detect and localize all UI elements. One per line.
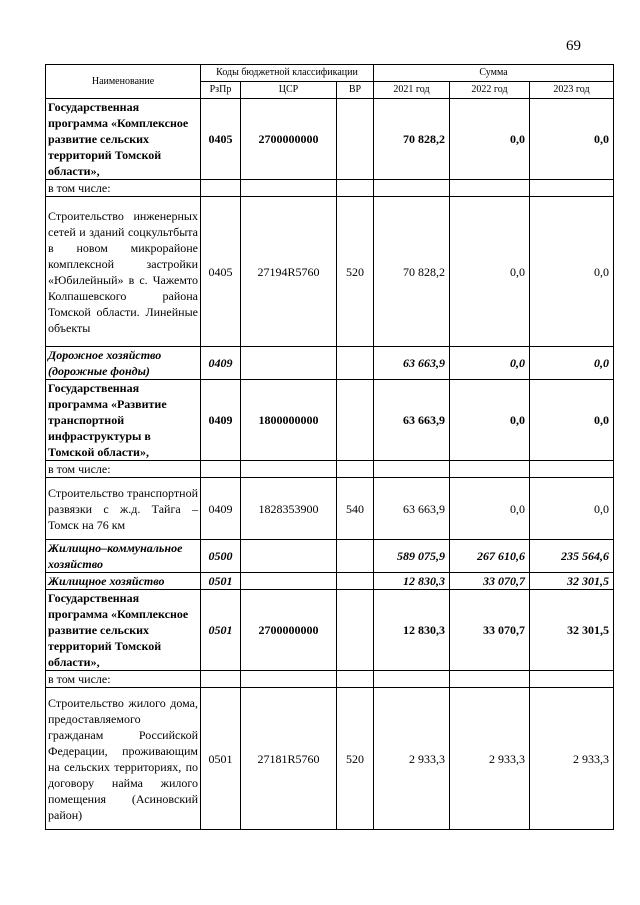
row-vr: [337, 540, 374, 573]
row-2022: 0,0: [450, 347, 530, 380]
row-csr: 2700000000: [241, 99, 337, 180]
header-codes-group: Коды бюджетной классификации: [201, 65, 374, 82]
row-2022: 0,0: [450, 197, 530, 347]
row-2022: 33 070,7: [450, 573, 530, 590]
header-name: Наименование: [46, 65, 201, 99]
row-2023: 0,0: [530, 478, 614, 540]
header-2021: 2021 год: [374, 82, 450, 99]
row-rzpr: 0501: [201, 590, 241, 671]
table-row: [46, 590, 614, 671]
row-name: Жилищное хозяйство: [46, 573, 201, 590]
table-row: [46, 99, 614, 180]
row-2023: 235 564,6: [530, 540, 614, 573]
row-vr: 520: [337, 688, 374, 830]
table-row: [46, 688, 614, 830]
row-name: Строительство транспортной развязки с ж.д. Тайга – Томск на 76 км: [46, 478, 201, 540]
row-name: Строительство жилого дома, предоставляемого гражданам Российской Федерации, проживающим на сельских территориях, по договору найма жилого помещения (Асиновский район): [46, 688, 201, 830]
header-csr: ЦСР: [241, 82, 337, 99]
row-2022: 0,0: [450, 380, 530, 461]
table-row: [46, 461, 614, 478]
row-name: Государственная программа «Комплексное развитие сельских территорий Томской области»,: [46, 590, 201, 671]
row-name: Жилищно–коммунальное хозяйство: [46, 540, 201, 573]
row-csr: [241, 573, 337, 590]
header-vr: ВР: [337, 82, 374, 99]
row-name: Дорожное хозяйство (дорожные фонды): [46, 347, 201, 380]
table-row: [46, 180, 614, 197]
row-2023: 2 933,3: [530, 688, 614, 830]
row-2022: 33 070,7: [450, 590, 530, 671]
row-vr: [337, 99, 374, 180]
row-2022: 0,0: [450, 99, 530, 180]
row-2023: 0,0: [530, 197, 614, 347]
row-2023: 32 301,5: [530, 573, 614, 590]
row-2023: 0,0: [530, 347, 614, 380]
row-vr: [337, 590, 374, 671]
header-rzpr: РзПр: [201, 82, 241, 99]
row-2022: 2 933,3: [450, 688, 530, 830]
table-row: [46, 573, 614, 590]
header-2022: 2022 год: [450, 82, 530, 99]
row-csr: [241, 347, 337, 380]
row-vr: [337, 347, 374, 380]
row-csr: 27194R5760: [241, 197, 337, 347]
row-rzpr: 0405: [201, 197, 241, 347]
row-rzpr: 0500: [201, 540, 241, 573]
row-rzpr: 0409: [201, 478, 241, 540]
row-rzpr: 0405: [201, 99, 241, 180]
row-2021: 63 663,9: [374, 478, 450, 540]
table-row: [46, 347, 614, 380]
row-2023: 0,0: [530, 99, 614, 180]
table-row: [46, 540, 614, 573]
row-rzpr: 0501: [201, 573, 241, 590]
row-2022: 0,0: [450, 478, 530, 540]
row-vr: 520: [337, 197, 374, 347]
row-rzpr: 0501: [201, 688, 241, 830]
table-row: [46, 197, 614, 347]
row-2021: 12 830,3: [374, 573, 450, 590]
row-2021: 70 828,2: [374, 99, 450, 180]
row-2021: 70 828,2: [374, 197, 450, 347]
row-vr: [337, 380, 374, 461]
header-2023: 2023 год: [530, 82, 614, 99]
row-name: Государственная программа «Развитие транспортной инфраструктуры в Томской области»,: [46, 380, 201, 461]
row-vr: 540: [337, 478, 374, 540]
row-name: в том числе:: [46, 461, 201, 478]
header-sum-group: Сумма: [374, 65, 614, 82]
row-name: Государственная программа «Комплексное развитие сельских территорий Томской области»,: [46, 99, 201, 180]
row-2021: 63 663,9: [374, 347, 450, 380]
row-2021: 589 075,9: [374, 540, 450, 573]
budget-table: [45, 64, 614, 830]
table-row: [46, 380, 614, 461]
row-vr: [337, 573, 374, 590]
row-csr: 1800000000: [241, 380, 337, 461]
row-2023: 0,0: [530, 380, 614, 461]
row-rzpr: 0409: [201, 347, 241, 380]
row-csr: 1828353900: [241, 478, 337, 540]
page-number: 69: [566, 38, 581, 54]
row-2022: 267 610,6: [450, 540, 530, 573]
table-row: [46, 671, 614, 688]
row-csr: [241, 540, 337, 573]
row-rzpr: 0409: [201, 380, 241, 461]
table-row: [46, 478, 614, 540]
row-2023: 32 301,5: [530, 590, 614, 671]
row-csr: 2700000000: [241, 590, 337, 671]
row-2021: 63 663,9: [374, 380, 450, 461]
row-2021: 2 933,3: [374, 688, 450, 830]
row-name: в том числе:: [46, 180, 201, 197]
row-csr: 27181R5760: [241, 688, 337, 830]
row-2021: 12 830,3: [374, 590, 450, 671]
row-name: Строительство инженерных сетей и зданий соцкультбыта в новом микрорайоне комплексной застройки «Юбилейный» в с. Чажемто Колпашевского района Томской области. Линейные объекты: [46, 197, 201, 347]
row-name: в том числе:: [46, 671, 201, 688]
